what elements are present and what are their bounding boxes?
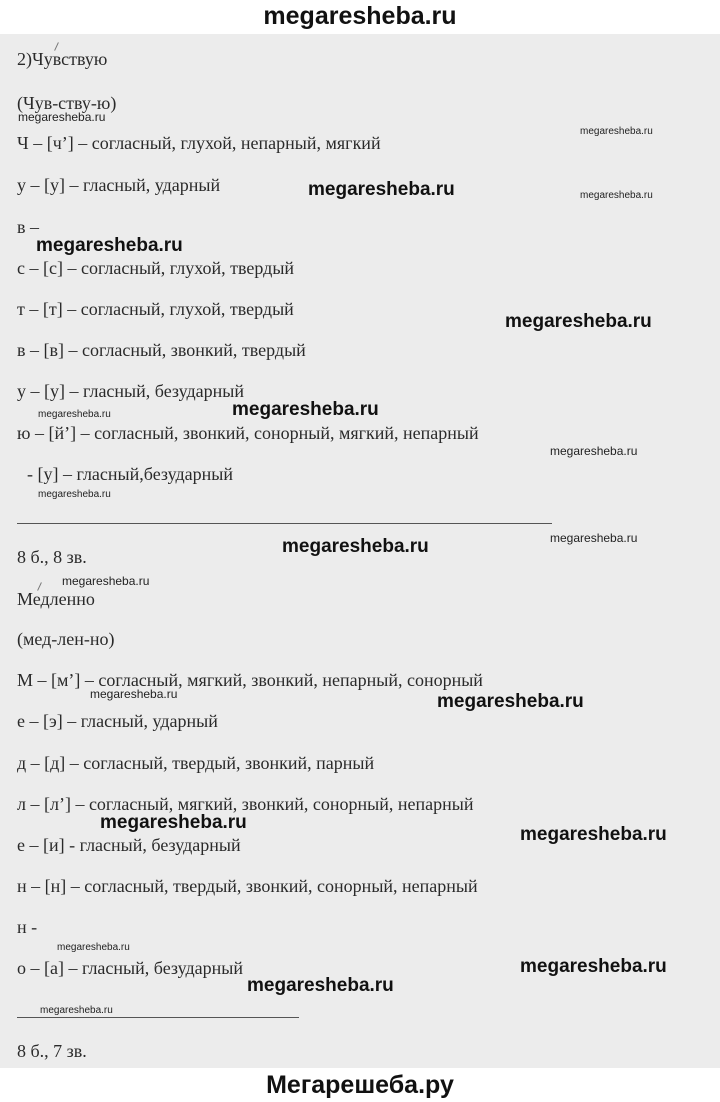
word2-line: е – [э] – гласный, ударный: [17, 711, 218, 731]
word1-syllables: (Чув-ству-ю): [17, 93, 117, 113]
watermark: megaresheba.ru: [505, 311, 652, 332]
watermark: megaresheba.ru: [550, 531, 638, 545]
word2-syllables: (мед-лен-но): [17, 629, 115, 649]
watermark: megaresheba.ru: [57, 942, 130, 953]
watermark: megaresheba.ru: [580, 126, 653, 137]
watermark: megaresheba.ru: [580, 190, 653, 201]
word1-line: Ч – [ч’] – согласный, глухой, непарный, мягкий: [17, 133, 381, 153]
watermark: megaresheba.ru: [520, 824, 667, 845]
site-footer: Мегарешеба.ру: [0, 1068, 720, 1102]
word2-line: М – [м’] – согласный, мягкий, звонкий, непарный, сонорный: [17, 670, 483, 690]
word2-line: о – [а] – гласный, безударный: [17, 958, 244, 978]
word1-line: с – [с] – согласный, глухой, твердый: [17, 258, 295, 278]
word1-line: у – [у] – гласный, безударный: [17, 381, 245, 401]
word2-line: н – [н] – согласный, твердый, звонкий, сонорный, непарный: [17, 876, 478, 896]
word1-line: т – [т] – согласный, глухой, твердый: [17, 299, 294, 319]
watermark: megaresheba.ru: [38, 409, 111, 420]
word2-line: д – [д] – согласный, твердый, звонкий, парный: [17, 753, 375, 773]
watermark: megaresheba.ru: [550, 444, 638, 458]
word1-summary: 8 б., 8 зв.: [17, 547, 87, 567]
watermark: megaresheba.ru: [38, 489, 111, 500]
word2-line: л – [л’] – согласный, мягкий, звонкий, сонорный, непарный: [17, 794, 474, 814]
word1-title: 2)Чувствую: [17, 49, 108, 69]
word2-title: Медленно: [17, 589, 95, 609]
word1-line: в – [в] – согласный, звонкий, твердый: [17, 340, 306, 360]
document-page: [0, 34, 720, 1068]
word1-line: - [у] – гласный,безударный: [27, 464, 234, 484]
watermark: megaresheba.ru: [18, 110, 106, 124]
watermark: megaresheba.ru: [100, 812, 247, 833]
watermark: megaresheba.ru: [90, 687, 178, 701]
word1-line: ю – [й’] – согласный, звонкий, сонорный, мягкий, непарный: [17, 423, 479, 443]
separator-line: [17, 523, 552, 524]
watermark: megaresheba.ru: [40, 1005, 113, 1016]
watermark: megaresheba.ru: [36, 235, 183, 256]
site-header: megaresheba.ru: [0, 0, 720, 34]
watermark: megaresheba.ru: [282, 536, 429, 557]
word2-summary: 8 б., 7 зв.: [17, 1041, 87, 1061]
watermark: megaresheba.ru: [62, 574, 150, 588]
watermark: megaresheba.ru: [437, 691, 584, 712]
word2-line: е – [и] - гласный, безударный: [17, 835, 241, 855]
watermark: megaresheba.ru: [308, 179, 455, 200]
separator-line: [17, 1017, 299, 1018]
watermark: megaresheba.ru: [232, 399, 379, 420]
watermark: megaresheba.ru: [247, 975, 394, 996]
word1-line: в –: [17, 217, 39, 237]
word1-line: у – [у] – гласный, ударный: [17, 175, 221, 195]
watermark: megaresheba.ru: [520, 956, 667, 977]
word2-line: н -: [17, 917, 38, 937]
